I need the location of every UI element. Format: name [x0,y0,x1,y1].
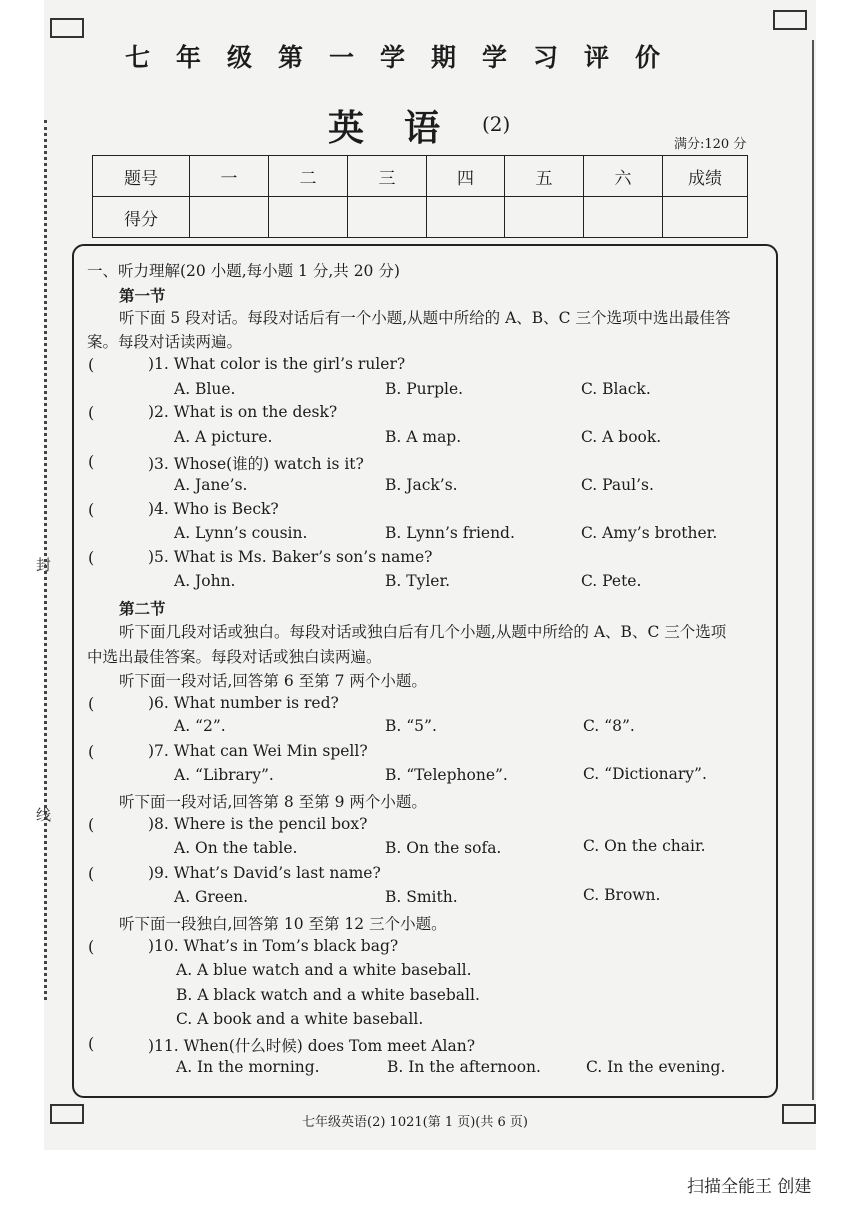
option-c: C. On the chair. [583,837,706,855]
option-c: C. Black. [581,380,651,398]
table-header-cell: 五 [505,156,584,197]
answer-paren[interactable]: ( [88,403,95,422]
exam-title: 七年级第一学期学习评价 [125,43,687,72]
option-a: A. A picture. [174,428,273,446]
question-text: )4. Who is Beck? [148,500,279,518]
corner-mark-bottom-left [50,1104,84,1124]
table-header-cell: 三 [348,156,427,197]
subject-number: (2) [482,112,511,136]
score-cell[interactable] [348,197,427,238]
table-header-cell: 题号 [93,156,190,197]
section-heading: 一、听力理解(20 小题,每小题 1 分,共 20 分) [87,262,400,280]
score-table-score-row [93,197,748,238]
option-c: C. A book. [581,428,662,446]
question-text: )5. What is Ms. Baker’s son’s name? [148,548,433,566]
score-cell[interactable] [190,197,269,238]
option-c: C. In the evening. [586,1058,726,1076]
full-score-label: 满分:120 分 [674,137,747,152]
subject-title: 英语 [328,107,481,149]
answer-paren[interactable]: ( [88,452,95,471]
option-a: A. On the table. [174,839,298,857]
question-text: )1. What color is the girl’s ruler? [148,355,406,373]
score-cell[interactable] [427,197,505,238]
option-c: C. Amy’s brother. [581,524,718,542]
part2-instruction: 听下面几段对话或独白。每段对话或独白后有几个小题,从题中所给的 A、B、C 三个选项 [119,623,727,641]
option-b: B. A black watch and a white baseball. [176,986,480,1004]
option-b: B. Purple. [385,380,464,398]
option-b: B. A map. [385,428,462,446]
answer-paren[interactable]: ( [88,742,95,761]
option-b: B. Tyler. [385,572,451,590]
question-text: )2. What is on the desk? [148,403,338,421]
option-b: B. Jack’s. [385,476,458,494]
option-b: B. Smith. [385,888,458,906]
score-cell[interactable] [663,197,748,238]
option-a: A. “Library”. [174,766,274,784]
question-text: )11. When(什么时候) does Tom meet Alan? [148,1037,475,1055]
table-header-cell: 二 [269,156,348,197]
option-c: C. Pete. [581,572,642,590]
option-a: A. A blue watch and a white baseball. [176,961,472,979]
option-b: B. In the afternoon. [387,1058,541,1076]
option-b: B. “Telephone”. [385,766,508,784]
question-text: )3. Whose(谁的) watch is it? [148,455,364,473]
sub-instruction: 听下面一段对话,回答第 6 至第 7 两个小题。 [119,672,427,690]
score-table-header-row [93,156,748,197]
option-b: B. “5”. [385,717,437,735]
question-text: )9. What’s David’s last name? [148,864,381,882]
option-a: A. “2”. [174,717,226,735]
question-text: )7. What can Wei Min spell? [148,742,368,760]
binding-mark-seal: 封 [36,556,52,574]
part1-title: 第一节 [119,286,166,305]
corner-mark-top-right [773,10,807,30]
option-c: C. “8”. [583,717,635,735]
question-text: )10. What’s in Tom’s black bag? [148,937,399,955]
score-cell[interactable] [269,197,348,238]
sub-instruction: 听下面一段对话,回答第 8 至第 9 两个小题。 [119,793,427,811]
part2-instruction: 中选出最佳答案。每段对话或独白读两遍。 [87,648,382,666]
option-a: A. Lynn’s cousin. [174,524,308,542]
answer-paren[interactable]: ( [88,355,95,374]
option-a: A. In the morning. [176,1058,320,1076]
part1-instruction: 听下面 5 段对话。每段对话后有一个小题,从题中所给的 A、B、C 三个选项中选出最佳答 [119,309,731,327]
option-c: C. “Dictionary”. [583,765,707,783]
part2-title: 第二节 [119,599,166,618]
sub-instruction: 听下面一段独白,回答第 10 至第 12 三个小题。 [119,915,447,933]
score-table [92,155,748,238]
table-header-cell: 六 [584,156,663,197]
answer-paren[interactable]: ( [88,548,95,567]
option-a: A. John. [174,572,236,590]
option-c: C. A book and a white baseball. [176,1010,424,1028]
option-c: C. Brown. [583,886,661,904]
answer-paren[interactable]: ( [88,694,95,713]
option-a: A. Green. [174,888,249,906]
scanner-watermark: 扫描全能王 创建 [687,1177,812,1197]
binding-mark-line: 线 [36,806,52,824]
table-header-cell: 一 [190,156,269,197]
score-cell[interactable] [505,197,584,238]
answer-paren[interactable]: ( [88,500,95,519]
table-header-cell: 四 [427,156,505,197]
question-text: )6. What number is red? [148,694,339,712]
score-row-label: 得分 [93,197,190,238]
answer-paren[interactable]: ( [88,937,95,956]
option-b: B. Lynn’s friend. [385,524,515,542]
right-edge-rule [812,40,814,1100]
option-c: C. Paul’s. [581,476,654,494]
answer-paren[interactable]: ( [88,815,95,834]
score-cell[interactable] [584,197,663,238]
corner-mark-bottom-right [782,1104,816,1124]
table-header-cell: 成绩 [663,156,748,197]
answer-paren[interactable]: ( [88,1034,95,1053]
question-text: )8. Where is the pencil box? [148,815,368,833]
page-footer: 七年级英语(2) 1021(第 1 页)(共 6 页) [302,1115,528,1130]
answer-paren[interactable]: ( [88,864,95,883]
option-a: A. Blue. [174,380,236,398]
option-b: B. On the sofa. [385,839,502,857]
option-a: A. Jane’s. [174,476,248,494]
part1-instruction: 案。每段对话读两遍。 [87,333,243,351]
corner-mark-top-left [50,18,84,38]
